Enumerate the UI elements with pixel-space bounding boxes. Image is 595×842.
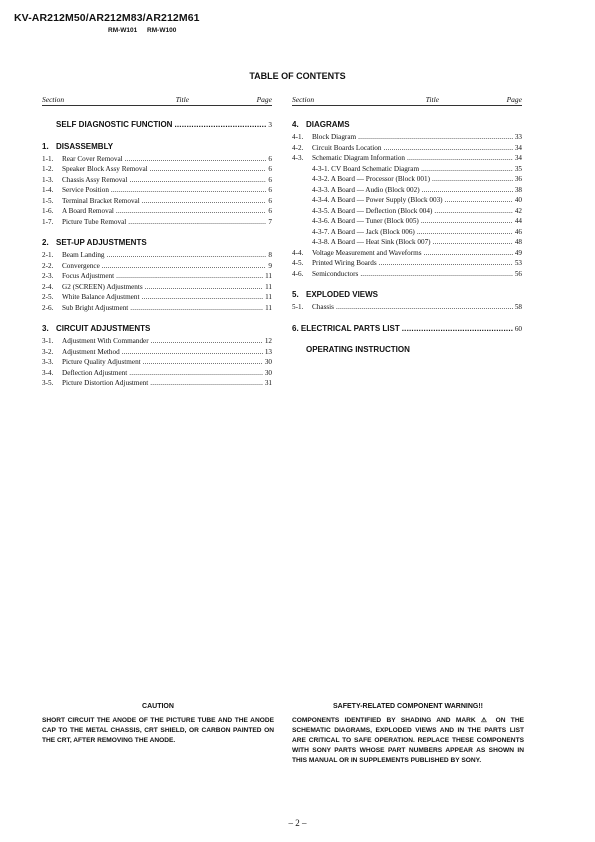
toc-entry[interactable]: 5-1. Chassis ..... 58	[292, 302, 522, 313]
toc-right-column	[292, 95, 522, 357]
toc-entry[interactable]: 3-5. Picture Distortion Adjustment ..... 31	[42, 378, 272, 389]
toc-entry[interactable]: 2-4. G2 (SCREEN) Adjustments ..... 11	[42, 282, 272, 293]
column-header	[42, 95, 272, 106]
toc-subentry[interactable]: 4-3-6. A Board — Tuner (Block 005) ..... 44	[292, 216, 522, 227]
section-heading-exploded-views: 5. EXPLODED VIEWS	[292, 290, 379, 299]
toc-left-column	[42, 95, 272, 389]
toc-entry[interactable]: 2-6. Sub Bright Adjustment ..... 11	[42, 303, 272, 314]
section-heading-disassembly: 1. DISASSEMBLY	[42, 141, 114, 151]
toc-entry[interactable]: 1-3. Chassis Assy Removal ..... 6	[42, 175, 272, 186]
toc-entry-electrical-parts-list[interactable]: 6. ELECTRICAL PARTS LIST ..... 60	[292, 324, 522, 335]
column-header	[292, 95, 522, 106]
toc-entry[interactable]: 3-1. Adjustment With Commander ..... 12	[42, 336, 272, 347]
safety-warning-block	[292, 702, 524, 766]
toc-entry[interactable]: 2-2. Convergence ..... 9	[42, 261, 272, 272]
header-page: Page	[256, 95, 272, 104]
toc-entry[interactable]: 3-4. Deflection Adjustment ..... 30	[42, 368, 272, 379]
section-heading-diagrams: 4. DIAGRAMS	[292, 120, 350, 129]
caution-block	[42, 702, 274, 746]
header-title: Title	[175, 95, 189, 104]
toc-entry[interactable]: 1-4. Service Position ..... 6	[42, 185, 272, 196]
header-title: Title	[425, 95, 439, 104]
toc-subentry[interactable]: 4-3-3. A Board — Audio (Block 002) ..... 38	[292, 185, 522, 196]
caution-title: CAUTION	[142, 703, 174, 710]
toc-entry[interactable]: 4-1. Block Diagram ..... 33	[292, 132, 522, 143]
safety-warning-body: COMPONENTS IDENTIFIED BY SHADING AND MARK ⚠ ON THE SCHEMATIC DIAGRAMS, EXPLODED VIEWS AND IN THE PARTS LIST ARE CRITICAL TO SAFE OPERATION. REPLACE THESE COMPONENTS WITH SONY PARTS WHOSE PART NUMBERS APPEAR AS SHOWN IN THIS MANUAL OR IN SUPPLEMENTS PUBLISHED BY SONY.	[292, 717, 524, 764]
toc-subentry[interactable]: 4-3-1. CV Board Schematic Diagram ..... 35	[292, 164, 522, 175]
header-page: Page	[506, 95, 522, 104]
toc-subentry[interactable]: 4-3-5. A Board — Deflection (Block 004) ..... 42	[292, 206, 522, 217]
toc-entry[interactable]: 2-3. Focus Adjustment ..... 11	[42, 271, 272, 282]
page-number: – 2 –	[288, 818, 307, 828]
toc-subentry[interactable]: 4-3-8. A Board — Heat Sink (Block 007) ..... 48	[292, 237, 522, 248]
remote-models: RM-W101 RM-W100	[108, 27, 177, 34]
toc-title: TABLE OF CONTENTS	[249, 71, 346, 81]
toc-entry[interactable]: 3-2. Adjustment Method ..... 13	[42, 347, 272, 358]
caution-body: SHORT CIRCUIT THE ANODE OF THE PICTURE TUBE AND THE ANODE CAP TO THE METAL CHASSIS, CRT SHIELD, OR CARBON PAINTED ON THE CRT, AFTER REMOVING THE ANODE.	[42, 717, 274, 744]
toc-entry[interactable]: 2-1. Beam Landing ..... 8	[42, 250, 272, 261]
toc-subentry[interactable]: 4-3-4. A Board — Power Supply (Block 003) ..... 40	[292, 195, 522, 206]
toc-entry[interactable]: 3-3. Picture Quality Adjustment ..... 30	[42, 357, 272, 368]
toc-entry[interactable]: 4-3. Schematic Diagram Information ..... 34	[292, 153, 522, 164]
toc-subentry[interactable]: 4-3-7. A Board — Jack (Block 006) ..... 46	[292, 227, 522, 238]
toc-entry[interactable]: 4-6. Semiconductors ..... 56	[292, 269, 522, 280]
section-heading-operating-instruction: OPERATING INSTRUCTION	[306, 345, 410, 354]
toc-entry[interactable]: 1-5. Terminal Bracket Removal ..... 6	[42, 196, 272, 207]
toc-entry[interactable]: 4-4. Voltage Measurement and Waveforms ..... 49	[292, 248, 522, 259]
safety-warning-title: SAFETY-RELATED COMPONENT WARNING!!	[333, 703, 483, 710]
toc-entry[interactable]: 1-2. Speaker Block Assy Removal ..... 6	[42, 164, 272, 175]
header-section: Section	[292, 95, 315, 104]
toc-entry-self-diagnostic[interactable]: SELF DIAGNOSTIC FUNCTION ..... 3	[42, 120, 272, 131]
toc-entry[interactable]: 1-1. Rear Cover Removal ..... 6	[42, 154, 272, 165]
section-heading-setup-adjustments: 2. SET-UP ADJUSTMENTS	[42, 238, 147, 247]
toc-entry[interactable]: 4-5. Printed Wiring Boards ..... 53	[292, 258, 522, 269]
toc-subentry[interactable]: 4-3-2. A Board — Processor (Block 001) ..... 36	[292, 174, 522, 185]
toc-entry[interactable]: 1-7. Picture Tube Removal ..... 7	[42, 217, 272, 228]
model-title: KV-AR212M50/AR212M83/AR212M61	[14, 12, 200, 24]
toc-entry[interactable]: 1-6. A Board Removal ..... 6	[42, 206, 272, 217]
header-section: Section	[42, 95, 65, 104]
section-heading-circuit-adjustments: 3. CIRCUIT ADJUSTMENTS	[42, 324, 151, 333]
toc-entry[interactable]: 4-2. Circuit Boards Location ..... 34	[292, 143, 522, 154]
toc-entry[interactable]: 2-5. White Balance Adjustment ..... 11	[42, 292, 272, 303]
